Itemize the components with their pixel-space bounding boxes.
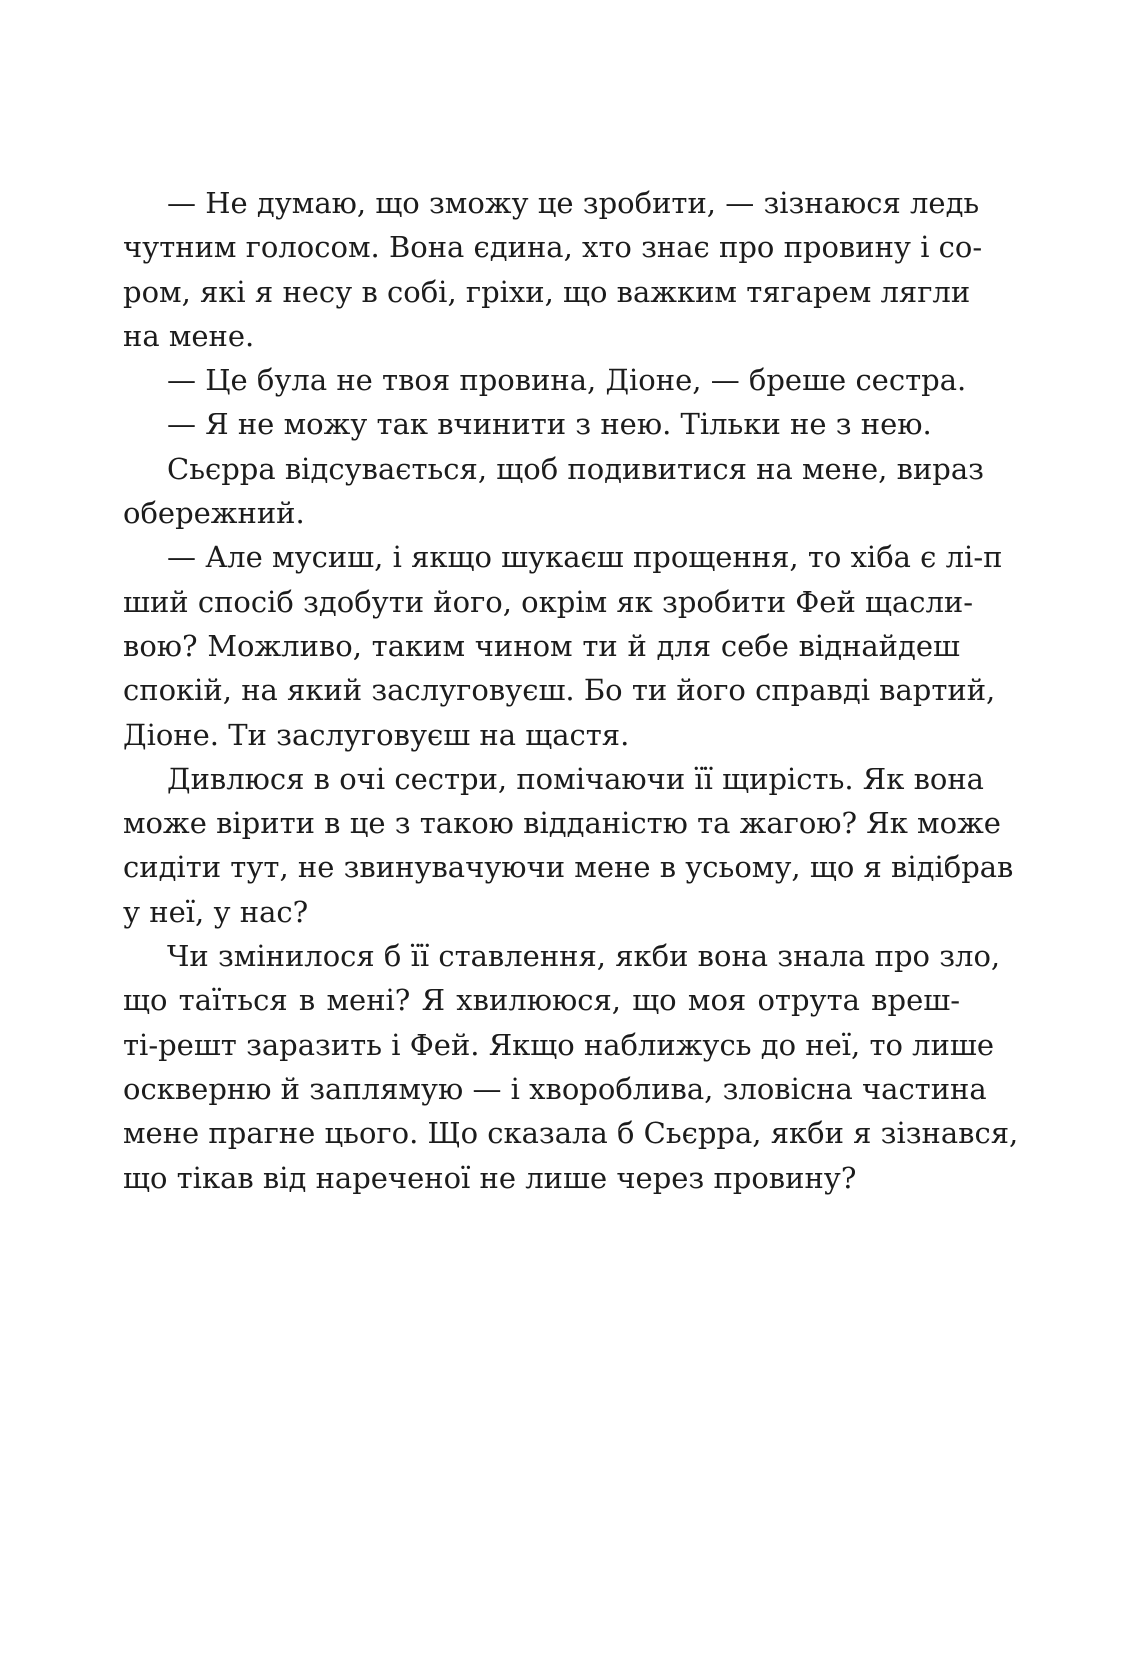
text-line: — Я не можу так вчинити з нею. Тільки не з нею. [167, 407, 932, 442]
text-line: Чи змінилося б її ставлення, якби вона знала про зло, [167, 939, 1001, 974]
paragraph [123, 757, 1014, 934]
text-line: у неї, у нас? [123, 894, 309, 929]
text-line: може вірити в це з такою відданістю та жагою? Як може [123, 806, 1001, 841]
text-line: вою? Можливо, таким чином ти й для себе віднайдеш [123, 628, 960, 663]
text-line: ром, які я несу в собі, гріхи, що важким тягарем лягли [123, 274, 971, 309]
text-line: Дивлюся в очі сестри, помічаючи її щирість. Як вона [167, 761, 984, 796]
text-line: на мене. [123, 318, 255, 353]
text-line: обережний. [123, 496, 305, 531]
paragraph [123, 181, 983, 358]
text-line: ший спосіб здобути його, окрім як зробити Фей щасли- [123, 584, 974, 619]
paragraph [123, 447, 984, 536]
text-line: що тікав від нареченої не лише через провину? [123, 1160, 857, 1195]
text-line: — Не думаю, що зможу це зробити, — зізнаюся ледь [167, 186, 980, 220]
paragraph [123, 402, 960, 446]
text-line: Діоне. Ти заслуговуєш на щастя. [123, 717, 630, 752]
text-line: спокій, на який заслуговуєш. Бо ти його справді вартий, [123, 673, 996, 708]
text-line: чутним голосом. Вона єдина, хто знає про провину і со- [123, 230, 983, 265]
body-text [123, 181, 1019, 1200]
paragraph [123, 535, 1003, 756]
paragraph [123, 934, 1019, 1200]
text-line: мене прагне цього. Що сказала б Сьєрра, якби я зізнався, [123, 1116, 1019, 1151]
paragraph [123, 358, 967, 402]
text-line: — Це була не твоя провина, Діоне, — бреше сестра. [167, 363, 967, 398]
text-line: що таїться в мені? Я хвилююся, що моя отрута вреш- [123, 983, 960, 1018]
text-line: ті-решт заразить і Фей. Якщо наближусь до неї, то лише [123, 1027, 995, 1062]
text-line: — Але мусиш, і якщо шукаєш прощення, то хіба є лі-п [167, 540, 1003, 575]
text-line: Сьєрра відсувається, щоб подивитися на мене, вираз [167, 451, 984, 486]
text-line: оскверню й заплямую — і хвороблива, зловісна частина [123, 1071, 987, 1106]
text-line: сидіти тут, не звинувачуючи мене в усьому, що я відібрав [123, 850, 1014, 885]
